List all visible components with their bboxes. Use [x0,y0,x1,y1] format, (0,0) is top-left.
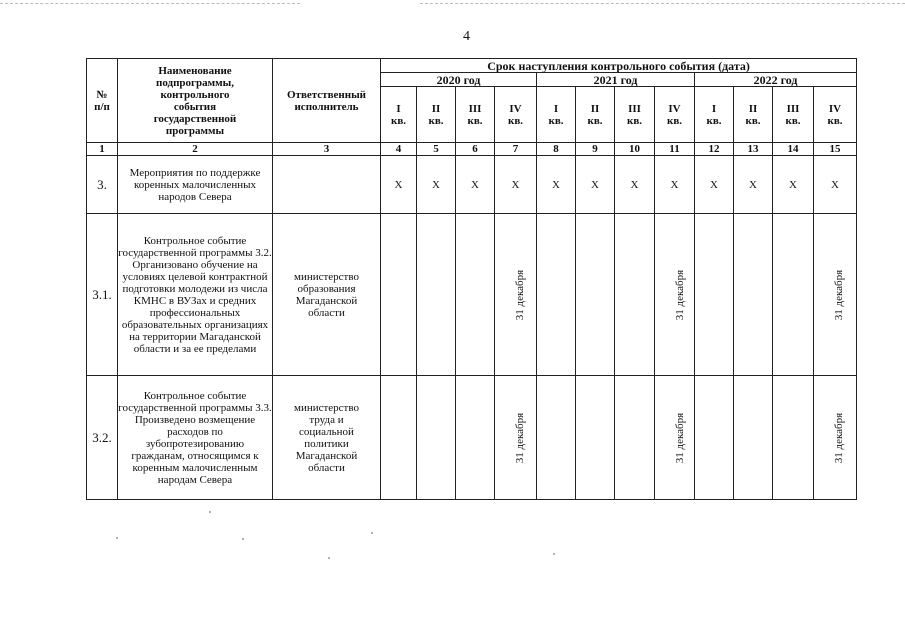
quarter-header: I кв. [381,87,417,143]
quarter-cell: Х [381,156,417,214]
year-header-2020: 2020 год [381,73,537,87]
quarter-cell [773,214,814,376]
quarter-header: I кв. [537,87,576,143]
quarter-cell [655,376,695,500]
quarter-header: IV кв. [814,87,857,143]
quarter-cell: Х [734,156,773,214]
quarter-cell [537,376,576,500]
quarter-cell [734,214,773,376]
table-row [87,156,857,214]
quarter-cell [417,214,456,376]
deadline-date: 31 декабря [674,412,687,463]
quarter-cell [734,376,773,500]
quarter-cell: Х [456,156,495,214]
quarter-cell [615,376,655,500]
quarter-cell: Х [495,156,537,214]
column-index: 14 [773,143,814,156]
quarter-header: II кв. [734,87,773,143]
col-header-name: Наименование подпрограммы, контрольного события государственной программы [118,59,273,143]
row-number: 3.1. [87,214,118,376]
column-index: 4 [381,143,417,156]
quarter-cell: Х [695,156,734,214]
row-number: 3.2. [87,376,118,500]
quarter-cell [456,376,495,500]
deadline-date: 31 декабря [514,269,527,320]
quarter-cell: Х [655,156,695,214]
quarter-cell: Х [814,156,857,214]
table-row [87,376,857,500]
quarter-header: III кв. [456,87,495,143]
row-executor: министерство труда и социальной политики Магаданской области [273,376,381,500]
column-index-row [87,143,857,156]
column-index: 2 [118,143,273,156]
column-index: 3 [273,143,381,156]
quarter-cell [456,214,495,376]
column-index: 15 [814,143,857,156]
row-name: Контрольное событие государственной программы 3.3. Произведено возмещение расходов по зубопротезированию гражданам, относящимся к коренным малочисленным народам Севера [118,376,273,500]
quarter-header: III кв. [615,87,655,143]
page-number: 4 [463,29,470,44]
column-index: 12 [695,143,734,156]
quarter-cell [495,376,537,500]
quarter-header: II кв. [576,87,615,143]
quarter-header: IV кв. [655,87,695,143]
col-header-deadline: Срок наступления контрольного события (дата) [381,59,857,73]
row-name: Контрольное событие государственной программы 3.2. Организовано обучение на условиях целевой контрактной подготовки молодежи из числа КМНС в ВУЗах и средних профессиональных образовательных организациях на территории Магаданской области и за ее пределами [118,214,273,376]
row-name: Мероприятия по поддержке коренных малочисленных народов Севера [118,156,273,214]
quarter-header: IV кв. [495,87,537,143]
scan-artifact-line [0,3,300,4]
quarter-cell [576,214,615,376]
quarter-cell [381,376,417,500]
deadline-date: 31 декабря [833,412,846,463]
quarter-cell [615,214,655,376]
row-executor [273,156,381,214]
scan-artifact-dot [116,537,118,539]
scan-artifact-line [420,3,905,4]
row-executor: министерство образования Магаданской области [273,214,381,376]
scan-artifact-dot [242,538,244,540]
deadline-date: 31 декабря [833,269,846,320]
deadline-date: 31 декабря [674,269,687,320]
column-index: 6 [456,143,495,156]
column-index: 5 [417,143,456,156]
quarter-header: II кв. [417,87,456,143]
quarter-header: III кв. [773,87,814,143]
deadline-date: 31 декабря [514,412,527,463]
row-number: 3. [87,156,118,214]
control-events-table [86,58,857,500]
table-row [87,214,857,376]
quarter-cell [814,376,857,500]
column-index: 10 [615,143,655,156]
quarter-cell: Х [537,156,576,214]
quarter-header: I кв. [695,87,734,143]
quarter-cell [773,376,814,500]
quarter-cell: Х [615,156,655,214]
column-index: 1 [87,143,118,156]
quarter-cell: Х [417,156,456,214]
quarter-cell [695,214,734,376]
quarter-cell [381,214,417,376]
column-index: 13 [734,143,773,156]
quarter-cell: Х [773,156,814,214]
year-header-2021: 2021 год [537,73,695,87]
scan-artifact-dot [209,511,211,513]
column-index: 11 [655,143,695,156]
quarter-cell [814,214,857,376]
quarter-cell [537,214,576,376]
col-header-executor: Ответственный исполнитель [273,59,381,143]
quarter-cell [655,214,695,376]
column-index: 9 [576,143,615,156]
quarter-cell [576,376,615,500]
quarter-cell [417,376,456,500]
quarter-cell [695,376,734,500]
column-index: 7 [495,143,537,156]
quarter-cell: Х [576,156,615,214]
quarter-cell [495,214,537,376]
scan-artifact-dot [371,532,373,534]
scan-artifact-dot [328,557,330,559]
col-header-number: № п/п [87,59,118,143]
scan-artifact-dot [553,553,555,555]
column-index: 8 [537,143,576,156]
year-header-2022: 2022 год [695,73,857,87]
